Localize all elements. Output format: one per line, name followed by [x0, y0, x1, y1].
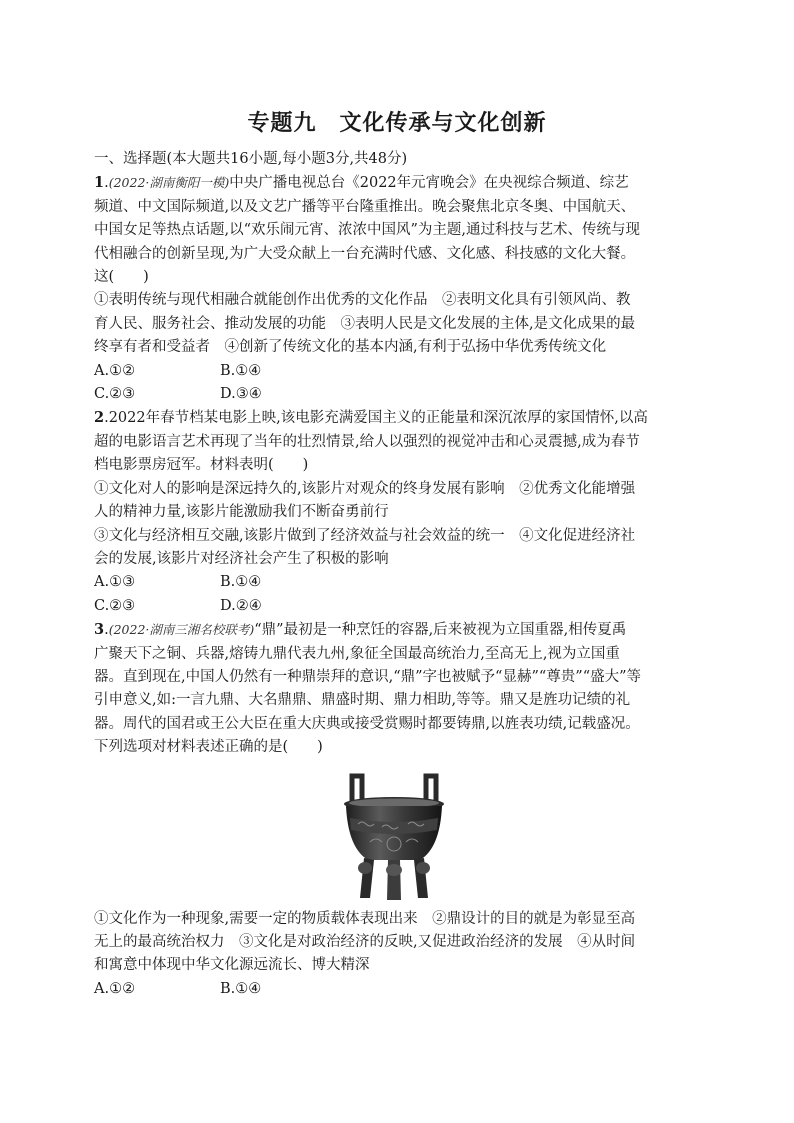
option-d[interactable]: D.③④	[220, 386, 262, 403]
question-1-stem-line: 代相融合的创新呈现,为广大受众献上一台充满时代感、文化感、科技感的文化大餐。	[94, 245, 636, 262]
question-1-options-row	[94, 360, 694, 383]
question-2-stem-line: 超的电影语言艺术再现了当年的壮烈情景,给人以强烈的视觉冲击和心灵震撼,成为春节	[94, 433, 640, 450]
question-1-number: 1	[94, 174, 105, 192]
question-3-stem-line: 器。周代的国君或王公大臣在重大庆典或接受赏赐时都要铸鼎,以旌表功绩,记载盛况。	[94, 715, 640, 732]
question-1-item-line: 终享有者和受益者 ④创新了传统文化的基本内涵,有利于弘扬中华优秀传统文化	[94, 339, 607, 356]
question-2	[94, 406, 694, 618]
question-2-item-line: ①文化对人的影响是深远持久的,该影片对观众的终身发展有影响 ②优秀文化能增强	[94, 480, 636, 497]
option-c[interactable]: C.②③	[94, 386, 136, 403]
question-1-item-line: ①表明传统与现代相融合就能创作出优秀的文化作品 ②表明文化具有引领风尚、教	[94, 292, 631, 309]
ding-bronze-vessel-image	[94, 772, 694, 902]
question-1	[94, 171, 694, 406]
question-1-first-line: 1.(2022·湖南衡阳一模)中央广播电视总台《2022年元宵晚会》在央视综合频道、综艺	[94, 174, 629, 192]
question-2-item-line: 会的发展,该影片对经济社会产生了积极的影响	[94, 550, 389, 567]
question-1-stem-line: 这( )	[94, 269, 149, 286]
question-2-number: 2	[94, 409, 105, 427]
question-3-stem-line: 引申意义,如:一言九鼎、大名鼎鼎、鼎盛时期、鼎力相助,等等。鼎又是旌功记绩的礼	[94, 692, 631, 709]
question-3-item-line: 和寓意中体现中华文化源远流长、博大精深	[94, 957, 370, 974]
option-c[interactable]: C.②③	[94, 597, 136, 614]
option-b[interactable]: B.①④	[220, 980, 262, 997]
option-a[interactable]: A.①②	[94, 362, 136, 379]
question-1-item-line: 育人民、服务社会、推动发展的功能 ③表明人民是文化发展的主体,是文化成果的最	[94, 315, 636, 332]
question-2-first-line	[94, 406, 694, 430]
question-2-stem-line: 档电影票房冠军。材料表明( )	[94, 457, 309, 474]
question-3-first-line: 3.(2022·湖南三湘名校联考)“鼎”最初是一种烹饪的容器,后来被视为立国重器,相传夏禹	[94, 621, 627, 639]
option-b[interactable]: B.①④	[220, 574, 262, 591]
question-2-options-row	[94, 595, 694, 618]
document-body	[94, 148, 694, 1001]
option-d[interactable]: D.②④	[220, 597, 262, 614]
page-title: 专题九 文化传承与文化创新	[247, 111, 547, 136]
question-1-stem-line: 频道、中文国际频道,以及文艺广播等平台隆重推出。晚会聚焦北京冬奥、中国航天、	[94, 198, 636, 215]
question-3-source: (2022·湖南三湘名校联考)	[108, 622, 255, 638]
question-3-options-row	[94, 978, 694, 1001]
ding-vessel-illustration	[338, 772, 450, 902]
option-a[interactable]: A.①③	[94, 574, 136, 591]
question-3-stem-line: 器。直到现在,中国人仍然有一种鼎崇拜的意识,“鼎”字也被赋予“显赫”“尊贵”“盛大”等	[94, 668, 642, 685]
question-3-item-line: ①文化作为一种现象,需要一定的物质载体表现出来 ②鼎设计的目的就是为彰显至高	[94, 910, 636, 927]
question-3-stem-line: “鼎”最初是一种烹饪的容器,后来被视为立国重器,相传夏禹	[254, 622, 627, 639]
question-2-stem-line: .2022年春节档某电影上映,该电影充满爱国主义的正能量和深沉浓厚的家国情怀,以高	[104, 410, 648, 427]
question-3-number: 3	[94, 621, 105, 639]
option-a[interactable]: A.①②	[94, 980, 136, 997]
question-3-item-line: 无上的最高统治权力 ③文化是对政治经济的反映,又促进政治经济的发展 ④从时间	[94, 933, 636, 950]
question-1-stem-line: 中国女足等热点话题,以“欢乐闹元宵、浓浓中国风”为主题,通过科技与艺术、传统与现	[94, 222, 641, 239]
question-1-stem-line: 中央广播电视总台《2022年元宵晚会》在央视综合频道、综艺	[229, 175, 629, 192]
section-heading: 一、选择题(本大题共16小题,每小题3分,共48分)	[94, 151, 408, 167]
option-b[interactable]: B.①④	[220, 362, 262, 379]
question-3	[94, 618, 694, 1001]
question-3-stem-line: 广聚天下之铜、兵器,熔铸九鼎代表九州,象征全国最高统治力,至高无上,视为立国重	[94, 645, 620, 662]
question-2-item-line: ③文化与经济相互交融,该影片做到了经济效益与社会效益的统一 ④文化促进经济社	[94, 527, 636, 544]
question-2-options-row	[94, 571, 694, 594]
question-1-options-row	[94, 383, 694, 406]
question-2-item-line: 人的精神力量,该影片能激励我们不断奋勇前行	[94, 504, 389, 521]
question-1-source: (2022·湖南衡阳一模)	[108, 175, 230, 191]
question-3-stem-line: 下列选项对材料表述正确的是( )	[94, 739, 323, 756]
